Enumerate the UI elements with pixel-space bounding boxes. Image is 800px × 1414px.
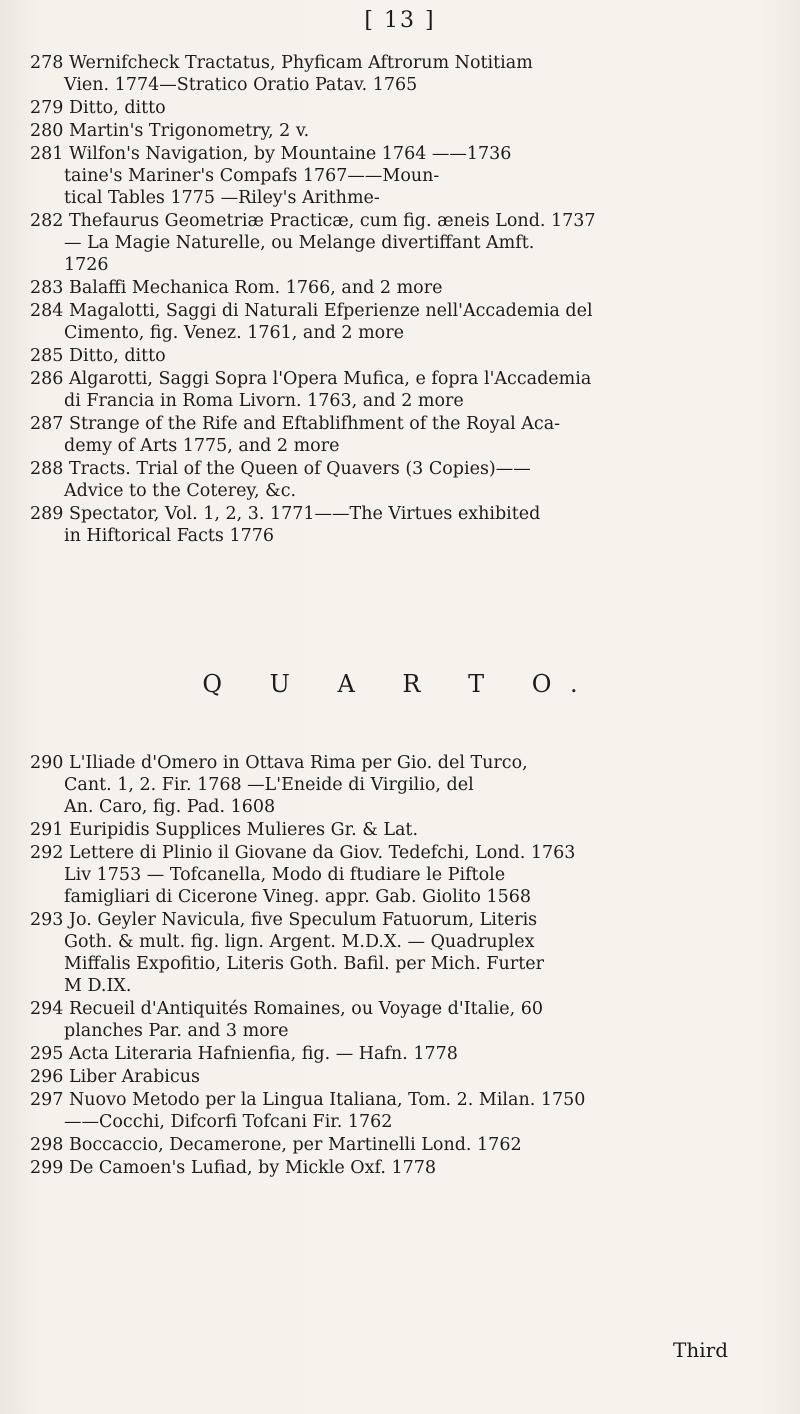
catalogue-entry [30, 1043, 770, 1065]
entry-first-line: 299 De Camoen's Lufiad, by Mickle Oxf. 1778 [30, 1158, 436, 1178]
entry-first-line: 288 Tracts. Trial of the Queen of Quavers (3 Copies)—— [30, 459, 531, 479]
entry-first-line: 283 Balaffi Mechanica Rom. 1766, and 2 more [30, 278, 443, 298]
entry-continuation-line: An. Caro, fig. Pad. 1608 [64, 797, 276, 817]
entry-continuation-line: famigliari di Cicerone Vineg. appr. Gab. Giolito 1568 [64, 887, 532, 907]
catalogue-entry [30, 842, 770, 908]
entry-first-line: 281 Wilfon's Navigation, by Mountaine 1764 ——1736 [30, 144, 512, 164]
catalogue-entry [30, 1157, 770, 1179]
catalogue-entry [30, 97, 770, 119]
entry-first-line: 279 Ditto, ditto [30, 98, 166, 118]
catalogue-entry [30, 998, 770, 1042]
entry-first-line: 287 Strange of the Rife and Eftablifhment of the Royal Aca- [30, 414, 561, 434]
catalogue-entry [30, 52, 770, 96]
catchword: Third [673, 1338, 728, 1362]
catalogue-entry [30, 345, 770, 367]
entry-first-line: 297 Nuovo Metodo per la Lingua Italiana, Tom. 2. Milan. 1750 [30, 1090, 586, 1110]
entry-continuation-line: Goth. & mult. fig. lign. Argent. M.D.X. — Quadruplex [64, 932, 535, 952]
entry-continuation-line: Miffalis Expofitio, Literis Goth. Bafil. per Mich. Furter [64, 954, 544, 974]
entry-first-line: 292 Lettere di Plinio il Giovane da Giov. Tedefchi, Lond. 1763 [30, 843, 576, 863]
entry-first-line: 286 Algarotti, Saggi Sopra l'Opera Mufica, e fopra l'Accademia [30, 369, 592, 389]
entry-continuation-line: M D.IX. [64, 976, 132, 996]
entry-continuation-line: Cant. 1, 2. Fir. 1768 —L'Eneide di Virgilio, del [64, 775, 474, 795]
entry-continuation-line: Liv 1753 — Tofcanella, Modo di ftudiare le Piftole [64, 865, 506, 885]
entry-first-line: 291 Euripidis Supplices Mulieres Gr. & Lat. [30, 820, 419, 840]
entry-continuation-line: Cimento, fig. Venez. 1761, and 2 more [64, 323, 404, 343]
entry-first-line: 280 Martin's Trigonometry, 2 v. [30, 121, 310, 141]
catalogue-entry [30, 143, 770, 209]
catalogue-entry [30, 458, 770, 502]
catalogue-entry [30, 120, 770, 142]
catalogue-entry [30, 752, 770, 818]
entry-first-line: 295 Acta Literaria Hafnienfia, fig. — Hafn. 1778 [30, 1044, 458, 1064]
page-number: [ 13 ] [364, 8, 436, 33]
entry-continuation-line: in Hiftorical Facts 1776 [64, 526, 274, 546]
entry-first-line: 294 Recueil d'Antiquités Romaines, ou Voyage d'Italie, 60 [30, 999, 544, 1019]
entry-continuation-line: di Francia in Roma Livorn. 1763, and 2 more [64, 391, 464, 411]
octavo-entries-list [30, 52, 770, 548]
catalogue-entry [30, 277, 770, 299]
entry-continuation-line: demy of Arts 1775, and 2 more [64, 436, 340, 456]
catalogue-entry [30, 300, 770, 344]
entry-first-line: 296 Liber Arabicus [30, 1067, 200, 1087]
entry-continuation-line: ——Cocchi, Difcorfi Tofcani Fir. 1762 [64, 1112, 393, 1132]
entry-first-line: 278 Wernifcheck Tractatus, Phyficam Aftrorum Notitiam [30, 53, 533, 73]
catalogue-entry [30, 1089, 770, 1133]
catalogue-entry [30, 1066, 770, 1088]
section-heading-quarto: Q U A R T O. [202, 670, 598, 698]
entry-first-line: 282 Thefaurus Geometriæ Practicæ, cum fig. æneis Lond. 1737 [30, 211, 596, 231]
entry-continuation-line: tical Tables 1775 —Riley's Arithme- [64, 188, 380, 208]
entry-continuation-line: planches Par. and 3 more [64, 1021, 289, 1041]
catalogue-entry [30, 368, 770, 412]
entry-continuation-line: Advice to the Coterey, &c. [64, 481, 297, 501]
catalogue-entry [30, 210, 770, 276]
entry-first-line: 284 Magalotti, Saggi di Naturali Efperienze nell'Accademia del [30, 301, 593, 321]
entry-continuation-line: — La Magie Naturelle, ou Melange divertiffant Amft. [64, 233, 535, 253]
entry-first-line: 293 Jo. Geyler Navicula, five Speculum Fatuorum, Literis [30, 910, 538, 930]
quarto-entries-list [30, 752, 770, 1180]
catalogue-entry [30, 819, 770, 841]
catalogue-entry [30, 909, 770, 997]
entry-first-line: 289 Spectator, Vol. 1, 2, 3. 1771——The Virtues exhibited [30, 504, 541, 524]
entry-first-line: 298 Boccaccio, Decamerone, per Martinelli Lond. 1762 [30, 1135, 522, 1155]
catalogue-entry [30, 1134, 770, 1156]
catalogue-entry [30, 413, 770, 457]
entry-continuation-line: taine's Mariner's Compafs 1767——Moun- [64, 166, 440, 186]
catalogue-entry [30, 503, 770, 547]
entry-continuation-line: Vien. 1774—Stratico Oratio Patav. 1765 [64, 75, 418, 95]
entry-first-line: 290 L'Iliade d'Omero in Ottava Rima per Gio. del Turco, [30, 753, 528, 773]
entry-continuation-line: 1726 [64, 255, 109, 275]
entry-first-line: 285 Ditto, ditto [30, 346, 166, 366]
